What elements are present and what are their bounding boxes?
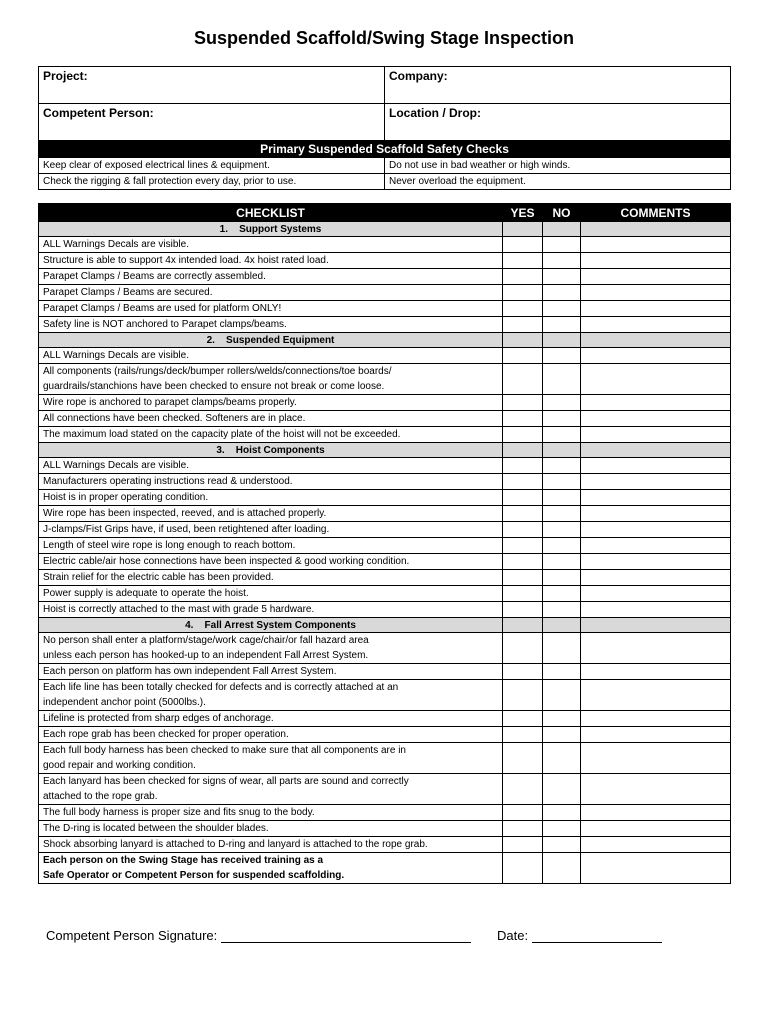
location-field[interactable] xyxy=(385,104,731,141)
checklist-item: ALL Warnings Decals are visible. xyxy=(39,348,503,364)
comments-cell[interactable] xyxy=(581,285,731,301)
comments-cell[interactable] xyxy=(581,364,731,395)
signature-line xyxy=(46,928,471,943)
checklist-item: Safety line is NOT anchored to Parapet clamps/beams. xyxy=(39,317,503,333)
signature-label: Competent Person Signature: xyxy=(46,928,218,943)
checklist-item: Parapet Clamps / Beams are correctly assembled. xyxy=(39,269,503,285)
checklist-row xyxy=(39,853,731,884)
checklist-item: All components (rails/rungs/deck/bumper rollers/welds/connections/toe boards/ guardrails/stanchions have been checked to ensure not break or come loose. xyxy=(39,364,503,395)
safety-check: Never overload the equipment. xyxy=(385,174,731,190)
competent-person-label: Competent Person: xyxy=(43,106,154,120)
section-yes-cell xyxy=(503,443,543,458)
checklist-item: The D-ring is located between the shoulder blades. xyxy=(39,821,503,837)
yes-cell[interactable] xyxy=(503,411,543,427)
comments-cell[interactable] xyxy=(581,301,731,317)
comments-cell[interactable] xyxy=(581,395,731,411)
no-cell[interactable] xyxy=(543,253,581,269)
checklist-row xyxy=(39,253,731,269)
section-no-cell xyxy=(543,333,581,348)
competent-person-field[interactable] xyxy=(39,104,385,141)
checklist-item: Shock absorbing lanyard is attached to D-ring and lanyard is attached to the rope grab. xyxy=(39,837,503,853)
checklist-item: All connections have been checked. Softeners are in place. xyxy=(39,411,503,427)
checklist-item: The full body harness is proper size and fits snug to the body. xyxy=(39,805,503,821)
checklist-row xyxy=(39,301,731,317)
section-row xyxy=(39,618,731,633)
comments-cell[interactable] xyxy=(581,805,731,821)
yes-cell[interactable] xyxy=(503,633,543,664)
checklist-item: Power supply is adequate to operate the hoist. xyxy=(39,586,503,602)
yes-cell[interactable] xyxy=(503,680,543,711)
checklist-row xyxy=(39,522,731,538)
yes-cell[interactable] xyxy=(503,711,543,727)
checklist-item: Parapet Clamps / Beams are used for platform ONLY! xyxy=(39,301,503,317)
section-title: 1. Support Systems xyxy=(39,222,503,237)
no-cell[interactable] xyxy=(543,711,581,727)
no-cell[interactable] xyxy=(543,570,581,586)
no-cell[interactable] xyxy=(543,821,581,837)
checklist-row xyxy=(39,490,731,506)
checklist-header: CHECKLIST xyxy=(39,204,503,222)
checklist-row xyxy=(39,837,731,853)
comments-cell[interactable] xyxy=(581,237,731,253)
checklist-item: Wire rope is anchored to parapet clamps/beams properly. xyxy=(39,395,503,411)
checklist-row xyxy=(39,711,731,727)
comments-cell[interactable] xyxy=(581,348,731,364)
no-cell[interactable] xyxy=(543,743,581,774)
no-cell[interactable] xyxy=(543,458,581,474)
section-no-cell xyxy=(543,222,581,237)
date-label: Date: xyxy=(497,928,529,943)
checklist-item: Each person on the Swing Stage has received training as a Safe Operator or Competent Person for suspended scaffolding. xyxy=(39,853,503,884)
checklist-row xyxy=(39,538,731,554)
comments-cell[interactable] xyxy=(581,602,731,618)
yes-cell[interactable] xyxy=(503,727,543,743)
checklist-row xyxy=(39,664,731,680)
yes-cell[interactable] xyxy=(503,554,543,570)
comments-cell[interactable] xyxy=(581,664,731,680)
section-title: 3. Hoist Components xyxy=(39,443,503,458)
yes-cell[interactable] xyxy=(503,490,543,506)
comments-cell[interactable] xyxy=(581,269,731,285)
checklist-item: Wire rope has been inspected, reeved, and is attached properly. xyxy=(39,506,503,522)
no-cell[interactable] xyxy=(543,837,581,853)
checklist-item: Structure is able to support 4x intended load. 4x hoist rated load. xyxy=(39,253,503,269)
no-cell[interactable] xyxy=(543,522,581,538)
yes-cell[interactable] xyxy=(503,853,543,884)
checklist-row xyxy=(39,633,731,664)
comments-cell[interactable] xyxy=(581,727,731,743)
no-cell[interactable] xyxy=(543,490,581,506)
project-info-table xyxy=(38,66,731,190)
comments-cell[interactable] xyxy=(581,774,731,805)
project-field[interactable] xyxy=(39,67,385,104)
no-cell[interactable] xyxy=(543,474,581,490)
no-header: NO xyxy=(543,204,581,222)
comments-cell[interactable] xyxy=(581,506,731,522)
company-field[interactable] xyxy=(385,67,731,104)
project-label: Project: xyxy=(43,69,88,83)
yes-cell[interactable] xyxy=(503,506,543,522)
checklist-item: ALL Warnings Decals are visible. xyxy=(39,458,503,474)
section-title: 2. Suspended Equipment xyxy=(39,333,503,348)
no-cell[interactable] xyxy=(543,411,581,427)
comments-cell[interactable] xyxy=(581,837,731,853)
section-row xyxy=(39,222,731,237)
yes-cell[interactable] xyxy=(503,458,543,474)
checklist-row xyxy=(39,237,731,253)
safety-check: Do not use in bad weather or high winds. xyxy=(385,158,731,174)
comments-cell[interactable] xyxy=(581,253,731,269)
section-yes-cell xyxy=(503,333,543,348)
checklist-item: Lifeline is protected from sharp edges of anchorage. xyxy=(39,711,503,727)
comments-cell[interactable] xyxy=(581,711,731,727)
checklist-item: Hoist is in proper operating condition. xyxy=(39,490,503,506)
yes-cell[interactable] xyxy=(503,570,543,586)
comments-cell[interactable] xyxy=(581,458,731,474)
date-line xyxy=(497,928,662,943)
checklist-item: ALL Warnings Decals are visible. xyxy=(39,237,503,253)
no-cell[interactable] xyxy=(543,348,581,364)
checklist-row xyxy=(39,743,731,774)
checklist-row xyxy=(39,554,731,570)
checklist-row xyxy=(39,411,731,427)
yes-cell[interactable] xyxy=(503,837,543,853)
yes-cell[interactable] xyxy=(503,602,543,618)
no-cell[interactable] xyxy=(543,237,581,253)
comments-cell[interactable] xyxy=(581,633,731,664)
safety-checks-header: Primary Suspended Scaffold Safety Checks xyxy=(39,141,731,158)
page-title: Suspended Scaffold/Swing Stage Inspection xyxy=(193,28,575,48)
comments-cell[interactable] xyxy=(581,743,731,774)
checklist-item: Parapet Clamps / Beams are secured. xyxy=(39,285,503,301)
yes-cell[interactable] xyxy=(503,253,543,269)
yes-cell[interactable] xyxy=(503,427,543,443)
no-cell[interactable] xyxy=(543,774,581,805)
section-comments-cell xyxy=(581,333,731,348)
yes-cell[interactable] xyxy=(503,348,543,364)
no-cell[interactable] xyxy=(543,538,581,554)
checklist-row xyxy=(39,317,731,333)
yes-cell[interactable] xyxy=(503,317,543,333)
checklist-row xyxy=(39,474,731,490)
no-cell[interactable] xyxy=(543,301,581,317)
no-cell[interactable] xyxy=(543,633,581,664)
comments-cell[interactable] xyxy=(581,853,731,884)
yes-header: YES xyxy=(503,204,543,222)
no-cell[interactable] xyxy=(543,586,581,602)
comments-cell[interactable] xyxy=(581,554,731,570)
checklist-item: Hoist is correctly attached to the mast with grade 5 hardware. xyxy=(39,602,503,618)
section-row xyxy=(39,333,731,348)
no-cell[interactable] xyxy=(543,664,581,680)
yes-cell[interactable] xyxy=(503,301,543,317)
checklist-row xyxy=(39,805,731,821)
comments-cell[interactable] xyxy=(581,586,731,602)
yes-cell[interactable] xyxy=(503,269,543,285)
checklist-item: Electric cable/air hose connections have been inspected & good working condition. xyxy=(39,554,503,570)
section-yes-cell xyxy=(503,222,543,237)
no-cell[interactable] xyxy=(543,727,581,743)
checklist-row xyxy=(39,602,731,618)
checklist-row xyxy=(39,364,731,395)
no-cell[interactable] xyxy=(543,805,581,821)
section-comments-cell xyxy=(581,618,731,633)
no-cell[interactable] xyxy=(543,554,581,570)
checklist-item: Each person on platform has own independent Fall Arrest System. xyxy=(39,664,503,680)
no-cell[interactable] xyxy=(543,680,581,711)
no-cell[interactable] xyxy=(543,317,581,333)
yes-cell[interactable] xyxy=(503,743,543,774)
yes-cell[interactable] xyxy=(503,474,543,490)
checklist-row xyxy=(39,269,731,285)
yes-cell[interactable] xyxy=(503,664,543,680)
no-cell[interactable] xyxy=(543,853,581,884)
checklist-table xyxy=(38,203,731,884)
comments-cell[interactable] xyxy=(581,680,731,711)
section-comments-cell xyxy=(581,443,731,458)
no-cell[interactable] xyxy=(543,602,581,618)
comments-cell[interactable] xyxy=(581,821,731,837)
section-title: 4. Fall Arrest System Components xyxy=(39,618,503,633)
yes-cell[interactable] xyxy=(503,364,543,395)
comments-cell[interactable] xyxy=(581,490,731,506)
comments-cell[interactable] xyxy=(581,474,731,490)
safety-check: Check the rigging & fall protection every day, prior to use. xyxy=(39,174,385,190)
checklist-item: Strain relief for the electric cable has been provided. xyxy=(39,570,503,586)
yes-cell[interactable] xyxy=(503,821,543,837)
safety-check: Keep clear of exposed electrical lines & equipment. xyxy=(39,158,385,174)
checklist-row xyxy=(39,570,731,586)
checklist-row xyxy=(39,821,731,837)
comments-header: COMMENTS xyxy=(581,204,731,222)
no-cell[interactable] xyxy=(543,506,581,522)
checklist-item: Each life line has been totally checked for defects and is correctly attached at an independent anchor point (5000lbs.). xyxy=(39,680,503,711)
checklist-row xyxy=(39,774,731,805)
yes-cell[interactable] xyxy=(503,237,543,253)
no-cell[interactable] xyxy=(543,427,581,443)
no-cell[interactable] xyxy=(543,395,581,411)
no-cell[interactable] xyxy=(543,269,581,285)
checklist-row xyxy=(39,727,731,743)
checklist-row xyxy=(39,427,731,443)
company-label: Company: xyxy=(389,69,448,83)
section-no-cell xyxy=(543,443,581,458)
checklist-item: Each rope grab has been checked for proper operation. xyxy=(39,727,503,743)
checklist-item: Manufacturers operating instructions read & understood. xyxy=(39,474,503,490)
comments-cell[interactable] xyxy=(581,427,731,443)
comments-cell[interactable] xyxy=(581,522,731,538)
location-label: Location / Drop: xyxy=(389,106,481,120)
checklist-row xyxy=(39,285,731,301)
checklist-row xyxy=(39,680,731,711)
yes-cell[interactable] xyxy=(503,395,543,411)
comments-cell[interactable] xyxy=(581,538,731,554)
checklist-item: J-clamps/Fist Grips have, if used, been retightened after loading. xyxy=(39,522,503,538)
section-row xyxy=(39,443,731,458)
checklist-item: Each full body harness has been checked to make sure that all components are in good repair and working condition. xyxy=(39,743,503,774)
yes-cell[interactable] xyxy=(503,774,543,805)
comments-cell[interactable] xyxy=(581,411,731,427)
no-cell[interactable] xyxy=(543,285,581,301)
date-field[interactable] xyxy=(532,929,662,943)
section-no-cell xyxy=(543,618,581,633)
comments-cell[interactable] xyxy=(581,570,731,586)
checklist-item: No person shall enter a platform/stage/work cage/chair/or fall hazard area unless each person has hooked-up to an independent Fall Arrest System. xyxy=(39,633,503,664)
no-cell[interactable] xyxy=(543,364,581,395)
comments-cell[interactable] xyxy=(581,317,731,333)
section-comments-cell xyxy=(581,222,731,237)
yes-cell[interactable] xyxy=(503,586,543,602)
checklist-row xyxy=(39,586,731,602)
yes-cell[interactable] xyxy=(503,805,543,821)
yes-cell[interactable] xyxy=(503,522,543,538)
signature-field[interactable] xyxy=(221,929,471,943)
yes-cell[interactable] xyxy=(503,538,543,554)
checklist-row xyxy=(39,348,731,364)
checklist-item: Each lanyard has been checked for signs of wear, all parts are sound and correctly attached to the rope grab. xyxy=(39,774,503,805)
checklist-row xyxy=(39,506,731,522)
checklist-row xyxy=(39,458,731,474)
checklist-row xyxy=(39,395,731,411)
checklist-item: The maximum load stated on the capacity plate of the hoist will not be exceeded. xyxy=(39,427,503,443)
section-yes-cell xyxy=(503,618,543,633)
checklist-body xyxy=(39,222,731,884)
checklist-item: Length of steel wire rope is long enough to reach bottom. xyxy=(39,538,503,554)
yes-cell[interactable] xyxy=(503,285,543,301)
